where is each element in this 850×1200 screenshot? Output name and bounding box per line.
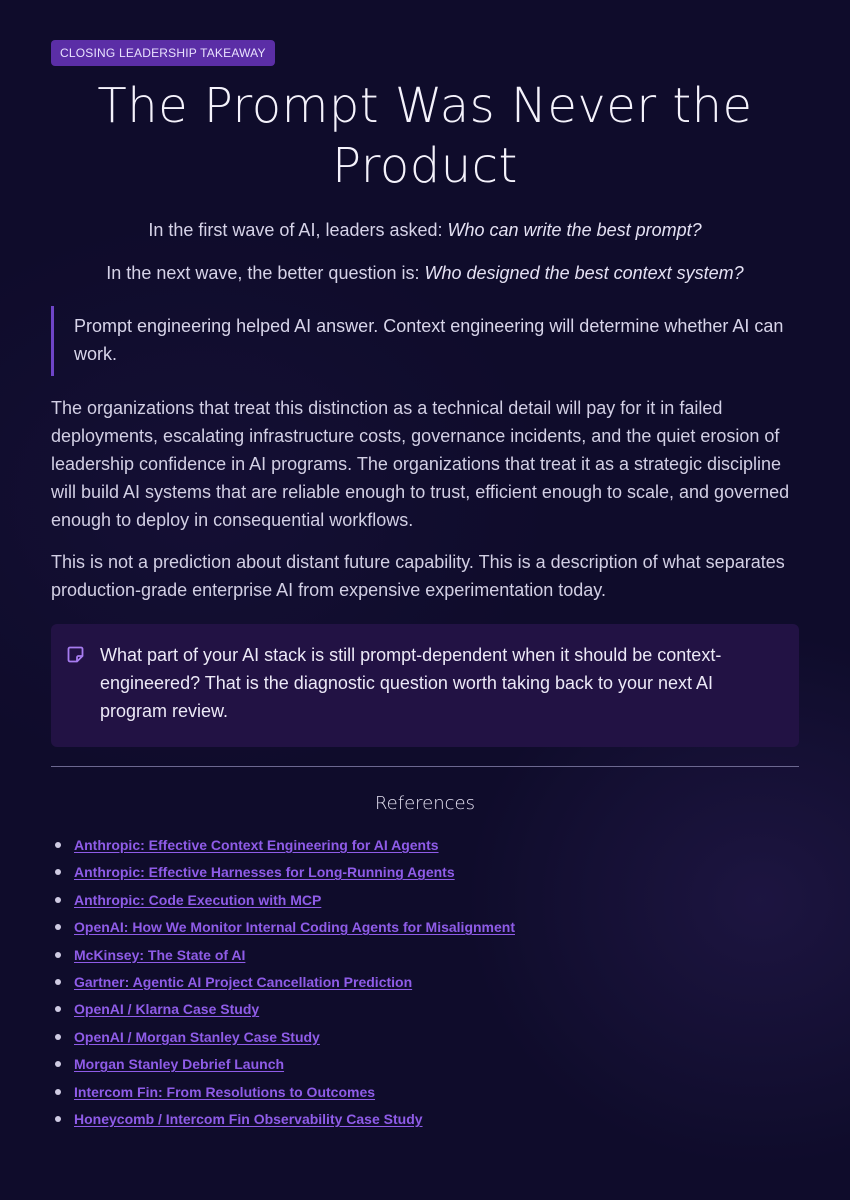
lead-emphasis: Who can write the best prompt? bbox=[447, 220, 702, 240]
note-icon bbox=[67, 646, 84, 663]
list-item bbox=[51, 836, 799, 863]
reference-link[interactable]: Morgan Stanley Debrief Launch bbox=[74, 1056, 285, 1073]
article bbox=[51, 40, 799, 1137]
reference-link[interactable]: OpenAI / Morgan Stanley Case Study bbox=[74, 1028, 320, 1045]
references-list bbox=[51, 836, 799, 1137]
reference-link[interactable]: McKinsey: The State of AI bbox=[74, 946, 246, 963]
bullet-icon bbox=[55, 869, 61, 875]
reference-link[interactable]: Gartner: Agentic AI Project Cancellation Prediction bbox=[74, 973, 413, 990]
list-item bbox=[51, 891, 799, 918]
list-item bbox=[51, 863, 799, 890]
list-item bbox=[51, 946, 799, 973]
list-item bbox=[51, 1028, 799, 1055]
callout-text: What part of your AI stack is still prompt-dependent when it should be context-engineered? That is the diagnostic question worth taking back to your next AI program review. bbox=[100, 645, 722, 721]
bullet-icon bbox=[55, 1006, 61, 1012]
bullet-icon bbox=[55, 1061, 61, 1067]
references-heading: References bbox=[374, 793, 476, 814]
callout-box bbox=[51, 624, 799, 747]
bullet-icon bbox=[55, 842, 61, 848]
section-badge: CLOSING LEADERSHIP TAKEAWAY bbox=[51, 40, 275, 66]
bullet-icon bbox=[55, 924, 61, 930]
reference-link[interactable]: OpenAI / Klarna Case Study bbox=[74, 1001, 260, 1018]
bullet-icon bbox=[55, 1034, 61, 1040]
lead-emphasis: Who designed the best context system? bbox=[424, 263, 744, 283]
reference-link[interactable]: OpenAI: How We Monitor Internal Coding Agents for Misalignment bbox=[74, 919, 515, 936]
list-item bbox=[51, 1000, 799, 1027]
reference-link[interactable]: Anthropic: Effective Harnesses for Long-Running Agents bbox=[74, 864, 455, 881]
bullet-icon bbox=[55, 979, 61, 985]
list-item bbox=[51, 1110, 799, 1137]
lead-prefix: In the first wave of AI, leaders asked: bbox=[148, 220, 448, 240]
lead-line-next-wave bbox=[51, 263, 799, 284]
list-item bbox=[51, 973, 799, 1000]
reference-link[interactable]: Honeycomb / Intercom Fin Observability Case Study bbox=[74, 1110, 423, 1127]
bullet-icon bbox=[55, 1116, 61, 1122]
page-title: The Prompt Was Never the Product bbox=[97, 78, 753, 194]
list-item bbox=[51, 918, 799, 945]
reference-link[interactable]: Intercom Fin: From Resolutions to Outcomes bbox=[74, 1083, 376, 1100]
list-item bbox=[51, 1055, 799, 1082]
body-paragraph: The organizations that treat this distinction as a technical detail will pay for it in failed deployments, escalating infrastructure costs, governance incidents, and the quiet erosion of leadership confidence in AI programs. The organizations that treat it as a strategic discipline will build AI systems that are reliable enough to trust, efficient enough to scale, and governed enough to deploy in consequential workflows. bbox=[51, 398, 790, 530]
bullet-icon bbox=[55, 1089, 61, 1095]
body-paragraph: This is not a prediction about distant future capability. This is a description of what separates production-grade enterprise AI from expensive experimentation today. bbox=[51, 552, 785, 600]
list-item bbox=[51, 1083, 799, 1110]
section-divider bbox=[51, 766, 799, 767]
pull-quote: Prompt engineering helped AI answer. Context engineering will determine whether AI can work. bbox=[51, 306, 799, 376]
bullet-icon bbox=[55, 897, 61, 903]
lead-line-first-wave bbox=[51, 220, 799, 241]
reference-link[interactable]: Anthropic: Code Execution with MCP bbox=[74, 891, 322, 908]
lead-prefix: In the next wave, the better question is: bbox=[106, 263, 425, 283]
reference-link[interactable]: Anthropic: Effective Context Engineering for AI Agents bbox=[74, 837, 439, 853]
bullet-icon bbox=[55, 952, 61, 958]
